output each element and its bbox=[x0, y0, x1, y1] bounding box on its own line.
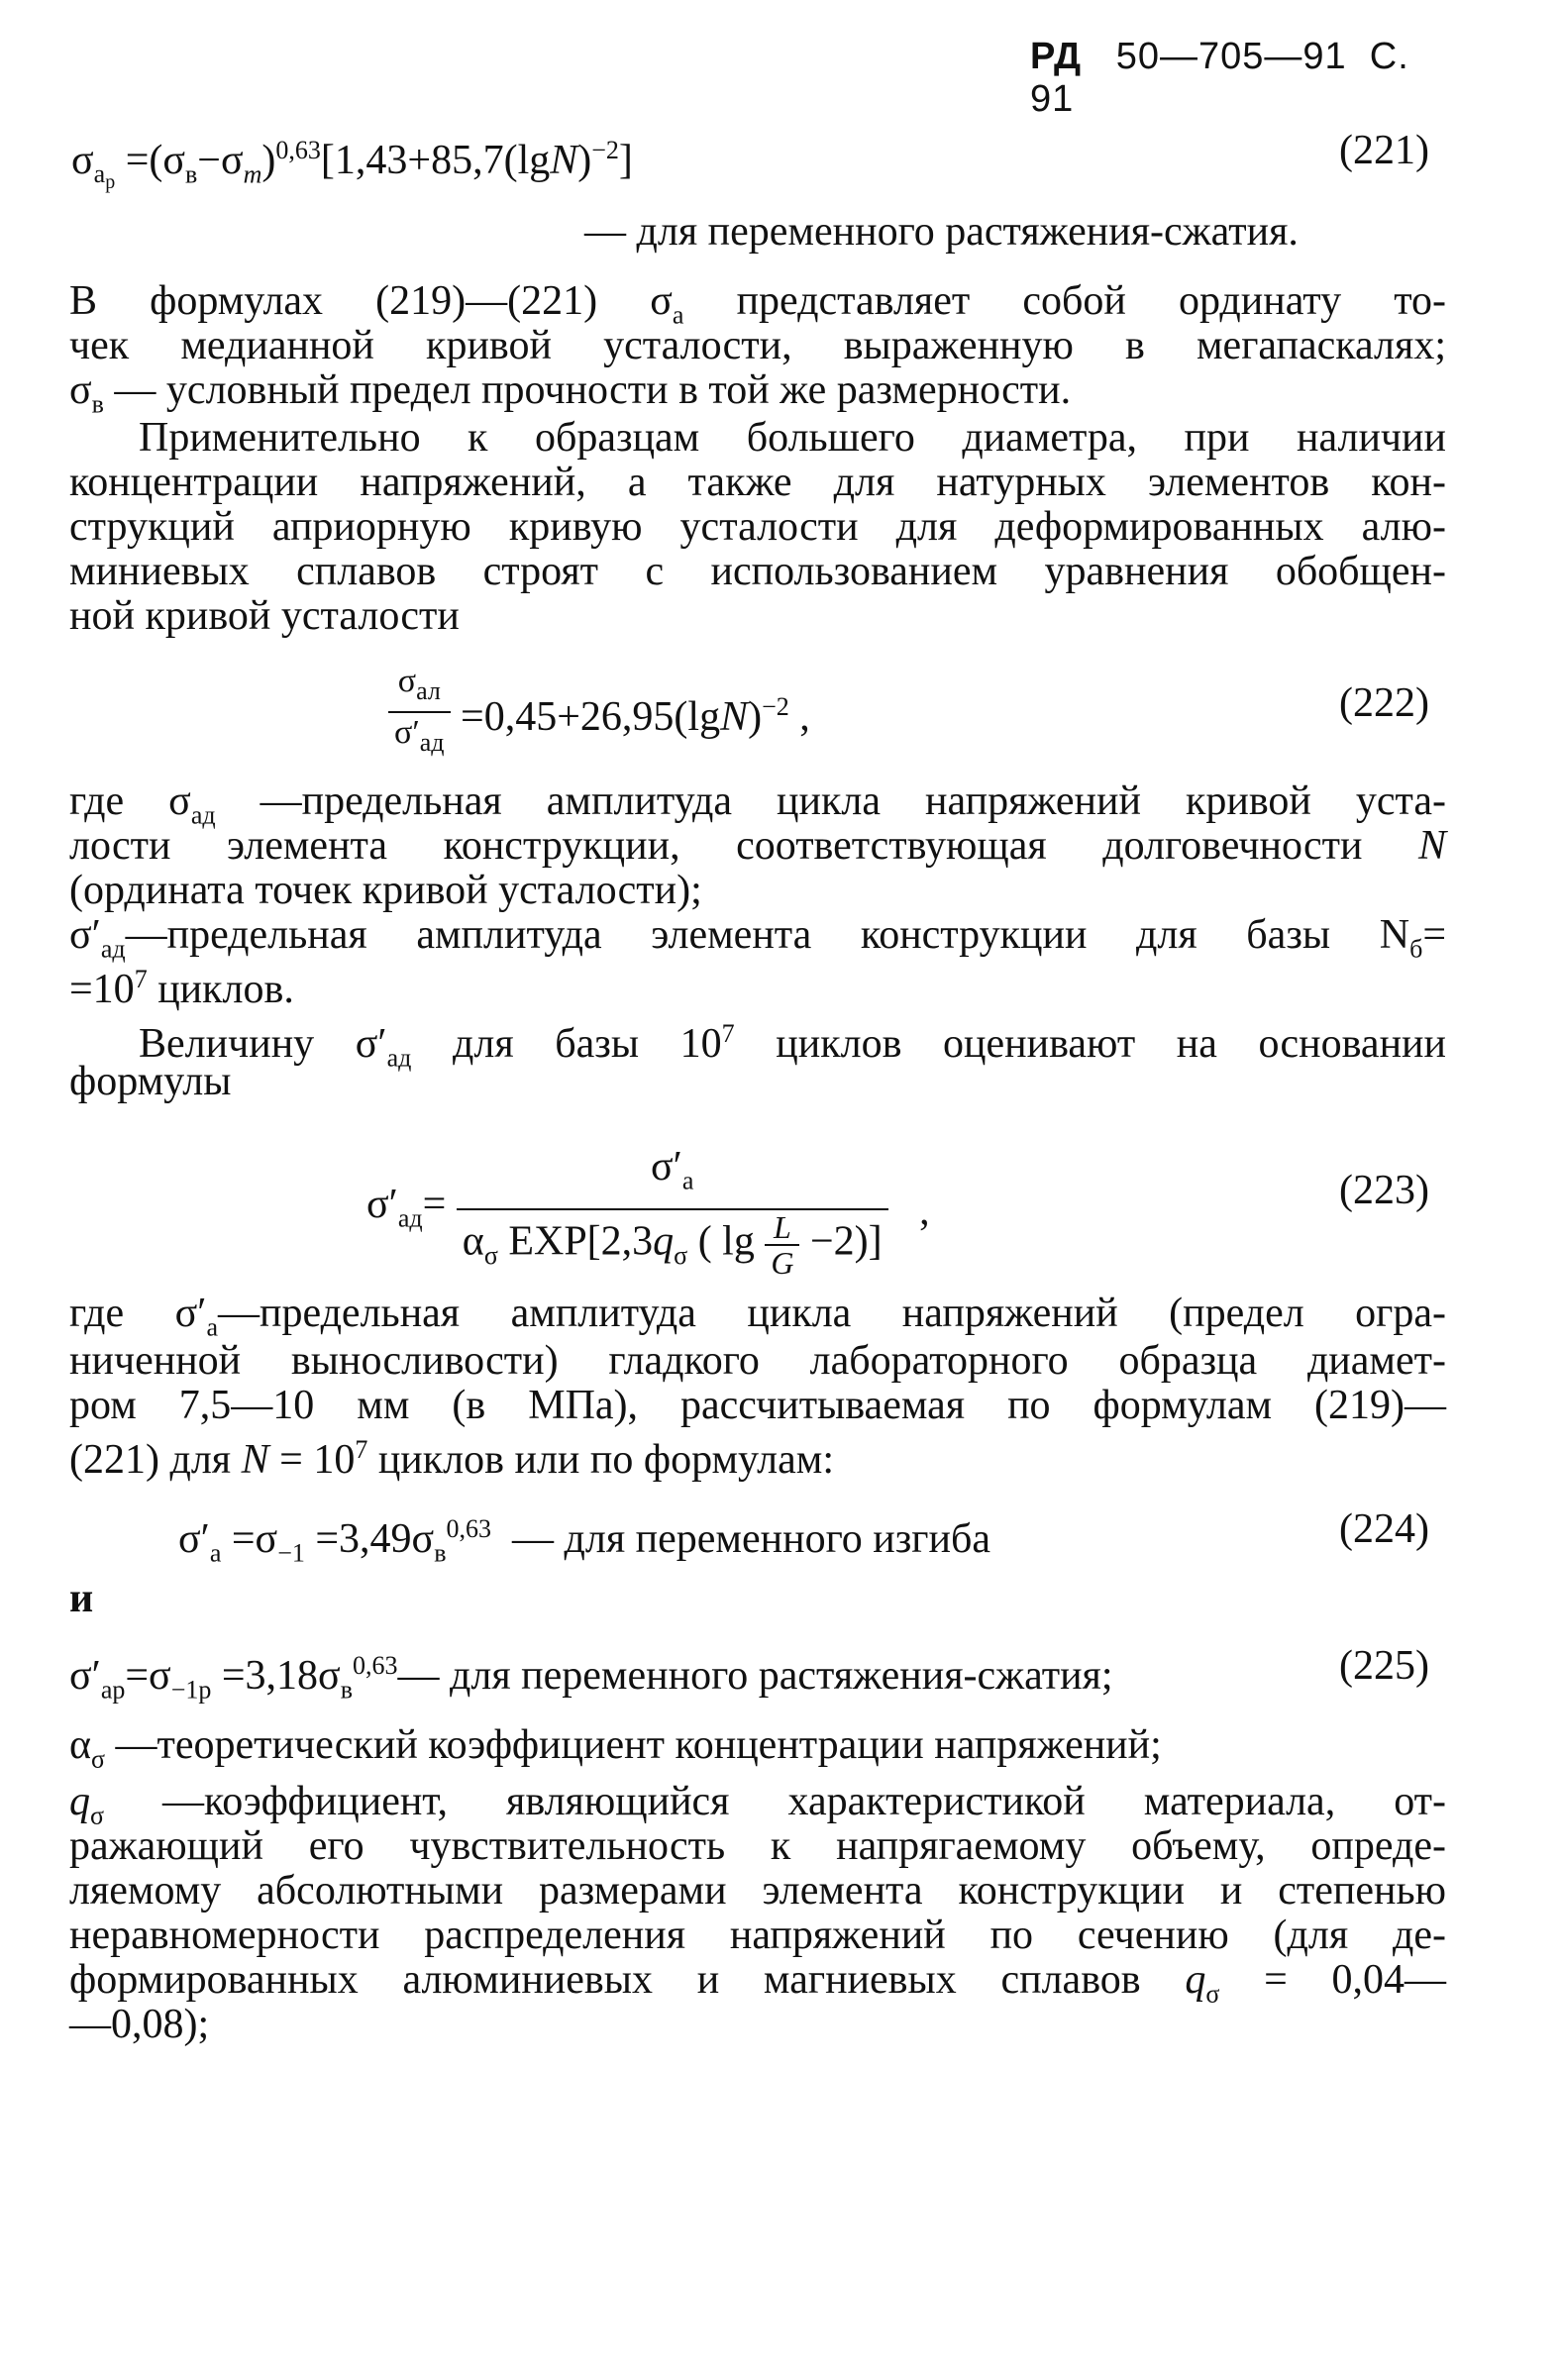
equation-223: $\sigma'_{ад}=$ $\sigma'_a$ $\alpha_\sigma$ $EXP[2,3q_\sigma$ ( lg $\frac{L}{G}$ −2)] , bbox=[366, 1139, 930, 1284]
p5-line-3: ром 7,5—10 мм (в МПа), рассчитываемая по формулам (219)— bbox=[69, 1383, 1446, 1428]
p4-line-1: Величину $\sigma'_{ад}$ для базы $10^7$ циклов оценивают на основании bbox=[139, 1019, 1447, 1073]
equation-221: $\sigma_{a_p} =(\sigma_в-\sigma_m)^{0,63}[1,43+85,7(\lg N)^{-2}]$ bbox=[71, 136, 633, 194]
p6-line-1: $\alpha_\sigma$ —теоретический коэффициент концентрации напряжений; bbox=[69, 1722, 1162, 1774]
equation-number-222: (222) bbox=[1339, 680, 1429, 726]
equation-number-223: (223) bbox=[1339, 1168, 1429, 1213]
header-code: 50—705—91 bbox=[1115, 36, 1347, 77]
p6-line-7: —0,08); bbox=[69, 2002, 210, 2047]
p3-line-1: где $\sigma_{ад}$ —предельная амплитуда цикла напряжений кривой уста- bbox=[69, 778, 1446, 830]
p2-line-2: концентрации напряжений, а также для натурных элементов кон- bbox=[69, 460, 1446, 505]
equation-222: $\frac{\sigma_{ал}}{\sigma'_{ад}}$ $=0,45+26,95(\lg N)^{-2}$ , bbox=[388, 662, 810, 763]
p3-line-5: $=10^7$ циклов. bbox=[69, 965, 294, 1012]
p2-line-1: Применительно к образцам большего диаметра, при наличии bbox=[139, 415, 1446, 461]
p6-line-6: формированных алюминиевых и магниевых сплавов $q_\sigma$ = 0,04— bbox=[69, 1957, 1447, 2009]
p5-line-4: (221) для $N = 10^7$ циклов или по формулам: bbox=[69, 1435, 835, 1483]
p6-line-3: ражающий его чувствительность к напрягаемому объему, опреде- bbox=[69, 1823, 1446, 1869]
p6-line-2: $q_\sigma$ —коэффициент, являющийся характеристикой материала, от- bbox=[69, 1779, 1446, 1830]
p6-line-4: ляемому абсолютными размерами элемента конструкции и степенью bbox=[69, 1868, 1446, 1914]
conjunction-and: и bbox=[69, 1576, 94, 1621]
header-doc: РД bbox=[1030, 36, 1083, 77]
p1-line-2: чек медианной кривой усталости, выраженную в мегапаскалях; bbox=[69, 323, 1446, 368]
equation-number-225: (225) bbox=[1339, 1643, 1429, 1689]
p1-line-3: $\sigma_в$ — условный предел прочности в той же размерности. bbox=[69, 367, 1072, 419]
p2-line-4: миниевых сплавов строят с использованием уравнения обобщен- bbox=[69, 549, 1446, 594]
p6-line-5: неравномерности распределения напряжений по сечению (для де- bbox=[69, 1913, 1446, 1958]
page-header bbox=[1030, 36, 1446, 121]
p5-line-2: ниченной выносливости) гладкого лабораторного образца диамет- bbox=[69, 1338, 1446, 1384]
equation-224: $\sigma'_a =\sigma_{-1} =3,49\sigma_в^{0,63}$ — для переменного изгиба bbox=[178, 1514, 991, 1568]
p2-line-5: ной кривой усталости bbox=[69, 593, 460, 639]
equation-number-221: (221) bbox=[1339, 128, 1429, 173]
p5-line-1: где $\sigma'_a—предельная$ амплитуда цикла напряжений (предел огра- bbox=[69, 1291, 1446, 1342]
equation-225: $\sigma'_{ap}=\sigma_{-1p}$ $=3,18\sigma_в^{0,63}—$ для переменного растяжения-сжатия; bbox=[69, 1651, 1113, 1705]
p3-line-4: $\sigma'_{ад}—предельная$ амплитуда элемента конструкции для базы $N_б=$ bbox=[69, 912, 1446, 964]
equation-number-224: (224) bbox=[1339, 1506, 1429, 1552]
p2-line-3: струкций априорную кривую усталости для деформированных алю- bbox=[69, 504, 1446, 550]
p3-line-2: лости элемента конструкции, соответствующая долговечности N bbox=[69, 823, 1446, 869]
header-page: С. 91 bbox=[1030, 36, 1409, 120]
p4-line-2: формулы bbox=[69, 1059, 232, 1104]
p1-line-1: В формулах (219)—(221) $\sigma_a$ представляет собой ординату то- bbox=[69, 278, 1446, 330]
p3-line-3: (ордината точек кривой усталости); bbox=[69, 868, 702, 913]
equation-221-note: — для переменного растяжения-сжатия. bbox=[584, 209, 1299, 255]
